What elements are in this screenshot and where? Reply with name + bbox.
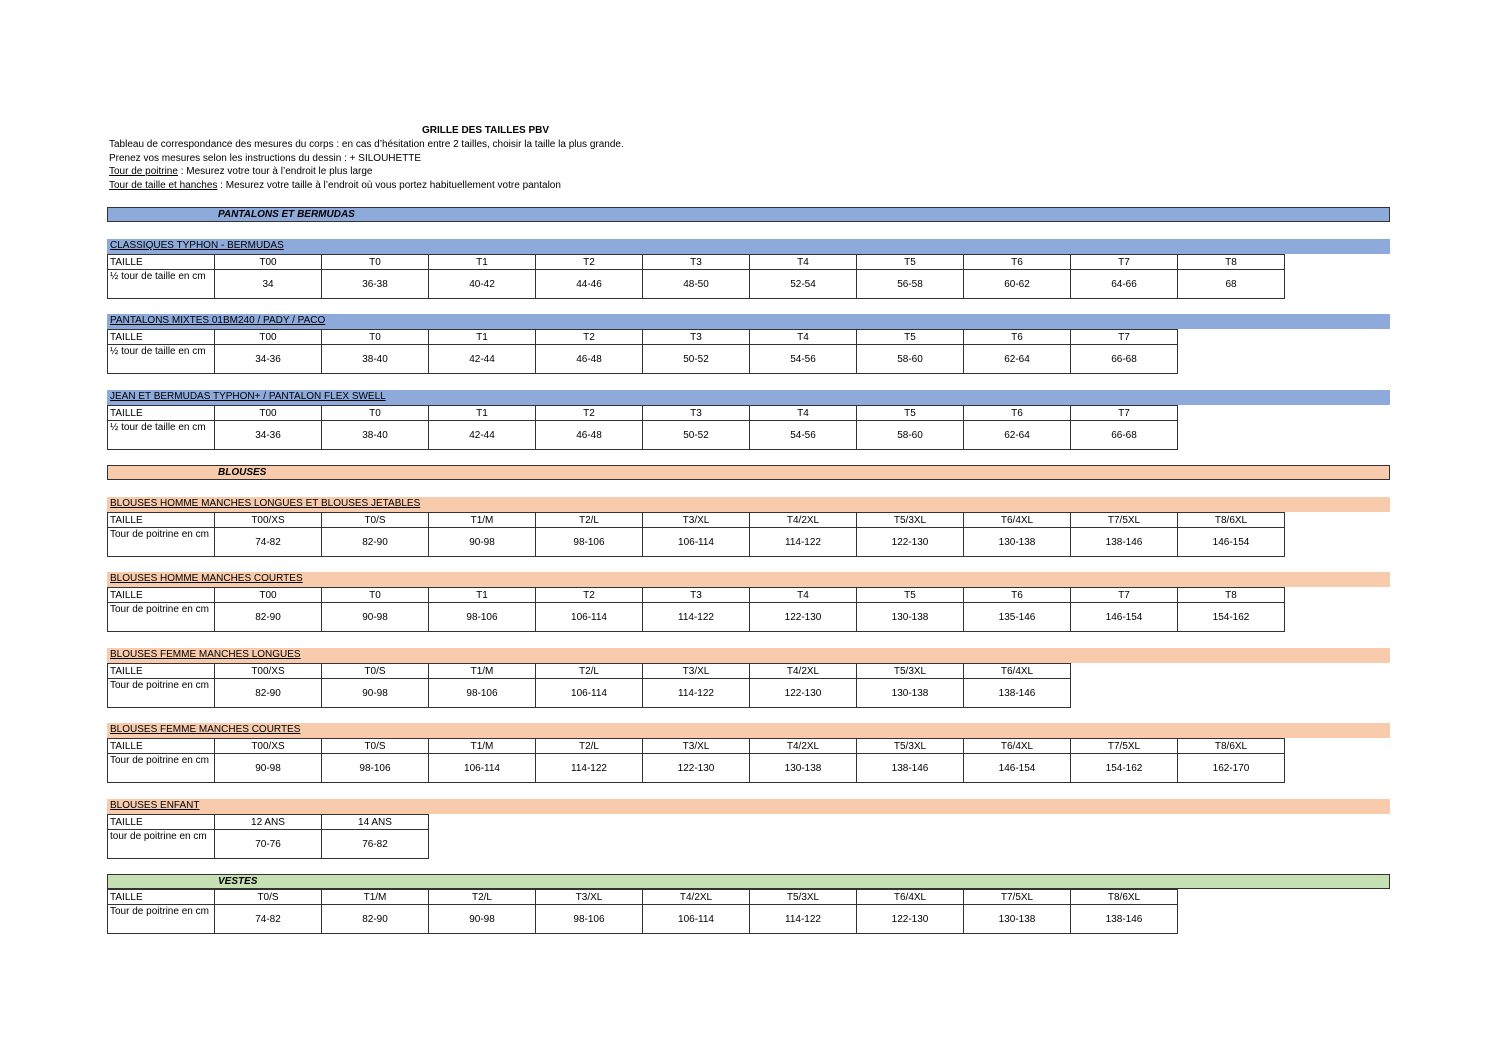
size-cell: T8/6XL [1071, 890, 1178, 905]
size-cell: T00/XS [215, 739, 322, 754]
size-cell: T2/L [536, 513, 643, 528]
measure-cell: 82-90 [322, 905, 429, 934]
measure-row [108, 754, 1285, 783]
measure-cell: 38-40 [322, 421, 429, 450]
measure-row [108, 603, 1285, 632]
measure-cell: 90-98 [215, 754, 322, 783]
size-cell: T6/4XL [964, 513, 1071, 528]
size-table-homme-courtes [107, 587, 1285, 632]
size-cell: T1 [429, 255, 536, 270]
measure-cell: 130-138 [964, 905, 1071, 934]
page-title: GRILLE DES TAILLES PBV [422, 125, 550, 136]
size-cell: T1 [429, 330, 536, 345]
section-title: VESTES [218, 876, 258, 887]
measure-cell: 114-122 [643, 679, 750, 708]
size-cell: T1/M [322, 890, 429, 905]
row-label: TAILLE [108, 664, 215, 679]
measure-cell: 46-48 [536, 421, 643, 450]
measure-cell: 98-106 [429, 679, 536, 708]
size-cell: T0/S [322, 664, 429, 679]
measure-cell: 135-146 [964, 603, 1071, 632]
intro-term-waist: Tour de taille et hanches [109, 180, 218, 191]
measure-row [108, 528, 1285, 557]
measure-cell: 46-48 [536, 345, 643, 374]
table-title-text: BLOUSES FEMME MANCHES COURTES [110, 724, 301, 735]
size-cell: T6/4XL [964, 739, 1071, 754]
row-label: TAILLE [108, 513, 215, 528]
size-cell: T1/M [429, 513, 536, 528]
size-table-classiques [107, 254, 1285, 299]
size-row [108, 739, 1285, 754]
size-cell: T00 [215, 406, 322, 421]
intro-text-chest: : Mesurez votre tour à l’endroit le plus large [177, 166, 373, 177]
size-cell: T3 [643, 255, 750, 270]
measure-row [108, 830, 429, 859]
size-cell: T4 [750, 588, 857, 603]
row-label: TAILLE [108, 255, 215, 270]
table-title-text: BLOUSES HOMME MANCHES COURTES [110, 573, 303, 584]
size-cell: T3 [643, 406, 750, 421]
section-header-pantalons [107, 207, 1390, 222]
size-row [108, 588, 1285, 603]
measure-cell: 138-146 [964, 679, 1071, 708]
measure-cell: 90-98 [429, 905, 536, 934]
measure-cell: 106-114 [643, 528, 750, 557]
row-label: ½ tour de taille en cm [108, 270, 215, 299]
intro-line-2: Prenez vos mesures selon les instructions du dessin : + SILOUHETTE [109, 153, 422, 164]
measure-row [108, 905, 1178, 934]
size-cell: T00 [215, 255, 322, 270]
size-cell: T3/XL [536, 890, 643, 905]
measure-cell: 42-44 [429, 345, 536, 374]
size-cell: T0 [322, 406, 429, 421]
measure-cell: 122-130 [643, 754, 750, 783]
size-cell: T5 [857, 255, 964, 270]
row-label: TAILLE [108, 588, 215, 603]
measure-cell: 42-44 [429, 421, 536, 450]
row-label: ½ tour de taille en cm [108, 345, 215, 374]
row-label: TAILLE [108, 739, 215, 754]
size-cell: T3 [643, 588, 750, 603]
measure-cell: 56-58 [857, 270, 964, 299]
measure-cell: 122-130 [857, 528, 964, 557]
size-cell: T4 [750, 255, 857, 270]
intro-line-1: Tableau de correspondance des mesures du corps : en cas d’hésitation entre 2 tailles, choisir la taille la plus grande. [109, 139, 624, 150]
measure-cell: 82-90 [215, 603, 322, 632]
row-label: Tour de poitrine en cm [108, 679, 215, 708]
measure-cell: 146-154 [964, 754, 1071, 783]
size-cell: T0/S [322, 513, 429, 528]
measure-cell: 66-68 [1071, 345, 1178, 374]
measure-cell: 38-40 [322, 345, 429, 374]
size-cell: T6/4XL [964, 664, 1071, 679]
measure-cell: 122-130 [750, 679, 857, 708]
measure-cell: 106-114 [643, 905, 750, 934]
measure-cell: 48-50 [643, 270, 750, 299]
row-label: Tour de poitrine en cm [108, 905, 215, 934]
table-title-homme-courtes [107, 572, 1390, 587]
table-title-text: CLASSIQUES TYPHON - BERMUDAS [110, 240, 284, 251]
size-cell: T2/L [536, 739, 643, 754]
size-cell: T4/2XL [750, 739, 857, 754]
measure-cell: 82-90 [215, 679, 322, 708]
section-title: BLOUSES [218, 467, 267, 478]
measure-cell: 98-106 [429, 603, 536, 632]
row-label: TAILLE [108, 330, 215, 345]
measure-row [108, 679, 1071, 708]
measure-cell: 162-170 [1178, 754, 1285, 783]
size-cell: T2 [536, 255, 643, 270]
measure-cell: 130-138 [857, 603, 964, 632]
row-label: Tour de poitrine en cm [108, 528, 215, 557]
size-table-vestes [107, 889, 1178, 934]
measure-row [108, 345, 1178, 374]
intro-text-waist: : Mesurez votre taille à l’endroit où vous portez habituellement votre pantalon [217, 180, 561, 191]
row-label: TAILLE [108, 406, 215, 421]
measure-row [108, 421, 1178, 450]
size-cell: T4 [750, 406, 857, 421]
size-cell: T2/L [536, 664, 643, 679]
measure-cell: 106-114 [536, 679, 643, 708]
measure-cell: 106-114 [536, 603, 643, 632]
measure-cell: 34-36 [215, 421, 322, 450]
measure-cell: 90-98 [322, 679, 429, 708]
measure-cell: 68 [1178, 270, 1285, 299]
measure-row [108, 270, 1285, 299]
intro-term-chest: Tour de poitrine [109, 166, 178, 177]
measure-cell: 138-146 [1071, 528, 1178, 557]
size-cell: T0 [322, 255, 429, 270]
table-title-mixtes [107, 314, 1390, 329]
measure-cell: 58-60 [857, 345, 964, 374]
measure-cell: 146-154 [1178, 528, 1285, 557]
size-cell: T1 [429, 588, 536, 603]
size-cell: T2 [536, 330, 643, 345]
measure-cell: 130-138 [857, 679, 964, 708]
measure-cell: 76-82 [322, 830, 429, 859]
measure-cell: 130-138 [964, 528, 1071, 557]
measure-cell: 138-146 [857, 754, 964, 783]
measure-cell: 98-106 [536, 528, 643, 557]
size-cell: T1/M [429, 664, 536, 679]
measure-cell: 70-76 [215, 830, 322, 859]
size-cell: 12 ANS [215, 815, 322, 830]
measure-cell: 52-54 [750, 270, 857, 299]
measure-cell: 60-62 [964, 270, 1071, 299]
measure-cell: 74-82 [215, 905, 322, 934]
intro-line-4 [109, 180, 561, 191]
table-title-text: BLOUSES ENFANT [110, 800, 200, 811]
measure-cell: 82-90 [322, 528, 429, 557]
measure-cell: 58-60 [857, 421, 964, 450]
table-title-text: BLOUSES FEMME MANCHES LONGUES [110, 649, 301, 660]
size-cell: T5/3XL [857, 739, 964, 754]
size-row [108, 890, 1178, 905]
section-header-blouses [107, 465, 1390, 480]
size-cell: T00 [215, 330, 322, 345]
measure-cell: 90-98 [322, 603, 429, 632]
size-cell: T3/XL [643, 739, 750, 754]
measure-cell: 34-36 [215, 345, 322, 374]
measure-cell: 64-66 [1071, 270, 1178, 299]
measure-cell: 114-122 [536, 754, 643, 783]
section-title: PANTALONS ET BERMUDAS [218, 209, 355, 220]
table-title-text: BLOUSES HOMME MANCHES LONGUES ET BLOUSES JETABLES [110, 498, 421, 509]
row-label: Tour de poitrine en cm [108, 603, 215, 632]
size-cell: T1/M [429, 739, 536, 754]
measure-cell: 114-122 [643, 603, 750, 632]
measure-cell: 146-154 [1071, 603, 1178, 632]
row-label: TAILLE [108, 815, 215, 830]
measure-cell: 122-130 [857, 905, 964, 934]
size-cell: T5/3XL [857, 513, 964, 528]
section-header-vestes [107, 874, 1390, 889]
table-title-femme-courtes [107, 723, 1390, 738]
size-table-homme-longues [107, 512, 1285, 557]
table-title-classiques [107, 239, 1390, 254]
size-cell: T8/6XL [1178, 739, 1285, 754]
size-cell: T2 [536, 406, 643, 421]
size-cell: T1 [429, 406, 536, 421]
size-cell: T5 [857, 406, 964, 421]
size-row [108, 664, 1071, 679]
size-cell: T5/3XL [750, 890, 857, 905]
measure-cell: 154-162 [1178, 603, 1285, 632]
measure-cell: 114-122 [750, 528, 857, 557]
size-cell: T7/5XL [1071, 739, 1178, 754]
table-title-femme-longues [107, 648, 1390, 663]
size-row [108, 513, 1285, 528]
size-cell: T6 [964, 255, 1071, 270]
size-cell: T0/S [215, 890, 322, 905]
size-cell: T00 [215, 588, 322, 603]
size-cell: T7 [1071, 406, 1178, 421]
size-table-femme-courtes [107, 738, 1285, 783]
size-cell: T4/2XL [750, 513, 857, 528]
size-cell: T7/5XL [964, 890, 1071, 905]
size-row [108, 255, 1285, 270]
size-cell: T7/5XL [1071, 513, 1178, 528]
table-title-enfant [107, 799, 1390, 814]
row-label: TAILLE [108, 890, 215, 905]
size-row [108, 330, 1178, 345]
size-cell: T8 [1178, 588, 1285, 603]
size-cell: T6 [964, 406, 1071, 421]
size-cell: T7 [1071, 255, 1178, 270]
size-table-femme-longues [107, 663, 1071, 708]
size-table-enfant [107, 814, 429, 859]
measure-cell: 40-42 [429, 270, 536, 299]
size-cell: T2 [536, 588, 643, 603]
size-cell: T6 [964, 588, 1071, 603]
size-row [108, 815, 429, 830]
size-cell: T4/2XL [643, 890, 750, 905]
measure-cell: 54-56 [750, 345, 857, 374]
row-label: ½ tour de taille en cm [108, 421, 215, 450]
size-cell: T00/XS [215, 664, 322, 679]
table-title-text: JEAN ET BERMUDAS TYPHON+ / PANTALON FLEX SWELL [110, 391, 386, 402]
measure-cell: 50-52 [643, 421, 750, 450]
size-cell: T0/S [322, 739, 429, 754]
size-cell: T3 [643, 330, 750, 345]
size-row [108, 406, 1178, 421]
size-cell: T8 [1178, 255, 1285, 270]
measure-cell: 130-138 [750, 754, 857, 783]
size-cell: T8/6XL [1178, 513, 1285, 528]
size-cell: T2/L [429, 890, 536, 905]
size-cell: T7 [1071, 588, 1178, 603]
size-cell: T7 [1071, 330, 1178, 345]
measure-cell: 122-130 [750, 603, 857, 632]
size-cell: T5 [857, 330, 964, 345]
measure-cell: 62-64 [964, 345, 1071, 374]
size-cell: T4 [750, 330, 857, 345]
size-cell: T0 [322, 588, 429, 603]
measure-cell: 90-98 [429, 528, 536, 557]
row-label: tour de poitrine en cm [108, 830, 215, 859]
size-cell: T3/XL [643, 513, 750, 528]
intro-line-3 [109, 166, 372, 177]
size-cell: T00/XS [215, 513, 322, 528]
measure-cell: 54-56 [750, 421, 857, 450]
size-cell: T5 [857, 588, 964, 603]
measure-cell: 36-38 [322, 270, 429, 299]
row-label: Tour de poitrine en cm [108, 754, 215, 783]
measure-cell: 98-106 [536, 905, 643, 934]
size-cell: T6/4XL [857, 890, 964, 905]
size-cell: T6 [964, 330, 1071, 345]
measure-cell: 154-162 [1071, 754, 1178, 783]
measure-cell: 98-106 [322, 754, 429, 783]
size-cell: 14 ANS [322, 815, 429, 830]
measure-cell: 138-146 [1071, 905, 1178, 934]
measure-cell: 114-122 [750, 905, 857, 934]
size-cell: T0 [322, 330, 429, 345]
measure-cell: 62-64 [964, 421, 1071, 450]
table-title-homme-longues [107, 497, 1390, 512]
measure-cell: 34 [215, 270, 322, 299]
measure-cell: 106-114 [429, 754, 536, 783]
size-cell: T3/XL [643, 664, 750, 679]
measure-cell: 74-82 [215, 528, 322, 557]
size-table-mixtes [107, 329, 1178, 374]
measure-cell: 50-52 [643, 345, 750, 374]
measure-cell: 66-68 [1071, 421, 1178, 450]
table-title-jean [107, 390, 1390, 405]
size-cell: T4/2XL [750, 664, 857, 679]
table-title-text: PANTALONS MIXTES 01BM240 / PADY / PACO [110, 315, 326, 326]
size-table-jean [107, 405, 1178, 450]
measure-cell: 44-46 [536, 270, 643, 299]
size-cell: T5/3XL [857, 664, 964, 679]
